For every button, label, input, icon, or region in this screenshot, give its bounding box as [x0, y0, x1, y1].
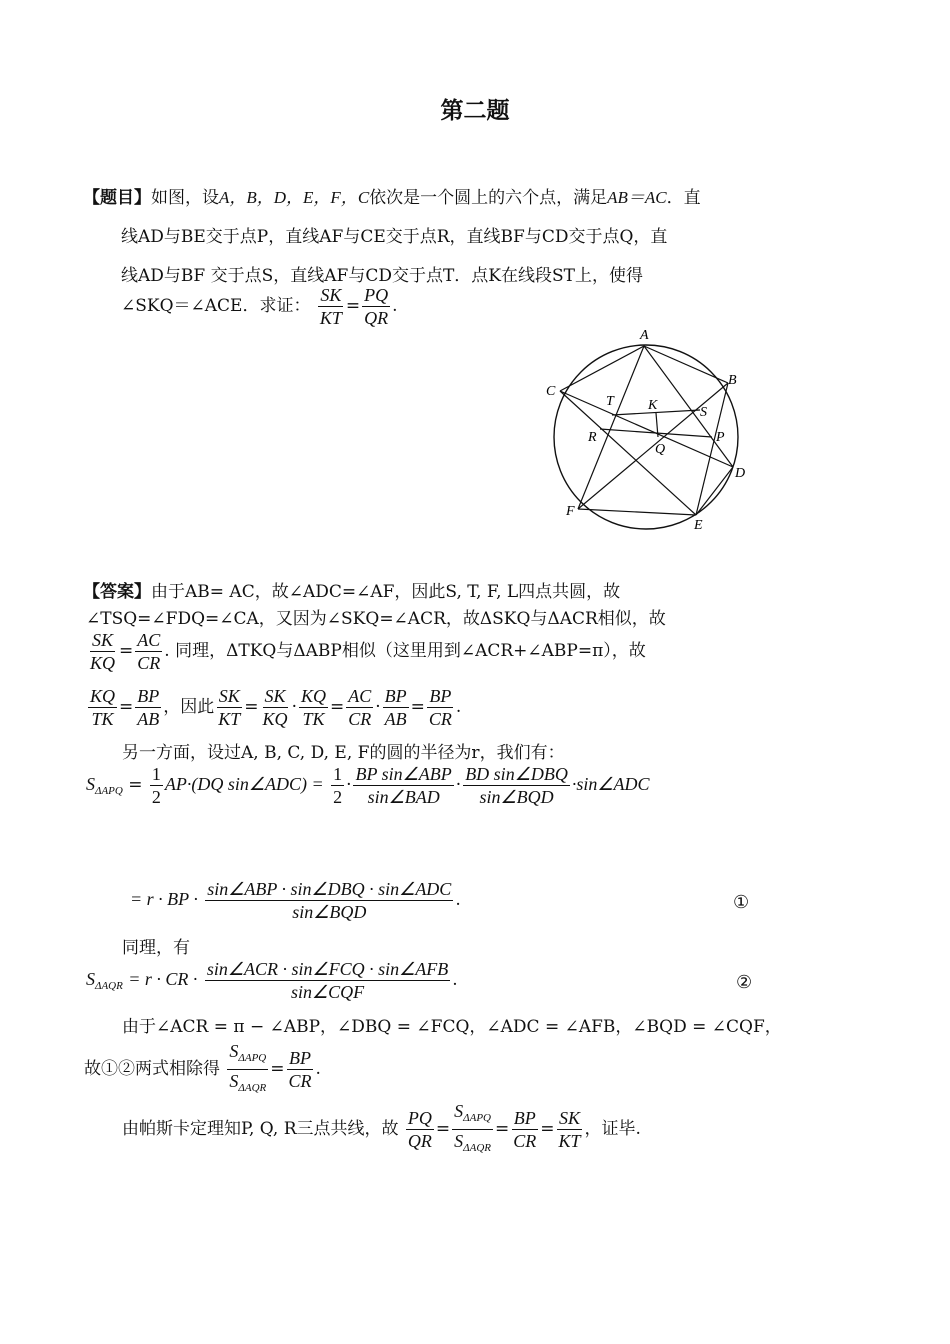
answer-area-apq-formula: $S_{\Delta APQ}$ = $\frac{1}{2}$ AP·(DQ sin∠ADC) = $\frac{1}{2}$ · $\frac{\text{BP sin∠ABP}}{\text{sin∠BAD}}$ · $\frac{\text{BD sin∠DBQ}}{\text{sin∠BQD}}$ ·sin∠ADC: [86, 764, 650, 807]
circled-2: ②: [736, 972, 753, 992]
answer-line-5: 另一方面，设过A, B, C, D, E, F的圆的半径为r，我们有：: [122, 743, 565, 763]
problem-line-4: ∠SKQ＝∠ACE．求证： $\frac{SK}{KT}$ = $\frac{PQ}{QR}$ .: [121, 285, 398, 328]
answer-line-4: $\frac{KQ}{TK}$ = $\frac{BP}{AB}$ ，因此 $\frac{SK}{KT}$ = $\frac{SK}{KQ}$ · $\frac{KQ}{TK}$ = $\frac{AC}{CR}$ · $\frac{BP}{AB}$ = $\frac{BP}{CR}$ .: [90, 686, 462, 729]
segment-AF: [578, 346, 644, 509]
answer-line-8: 同理，有: [122, 938, 190, 958]
fraction-sk-kt: $\frac{SK}{KT}$: [319, 285, 342, 328]
segment-AB: [644, 346, 728, 383]
geometry-figure: [540, 325, 760, 540]
page-title: 第二题: [440, 98, 510, 124]
answer-line-12: 由帕斯卡定理知P, Q, R三点共线，故 $\frac{PQ}{QR}$ = $\frac{S_{\Delta APQ}}{S_{\Delta AQR}}$ = $\frac{BP}{CR}$ = $\frac{SK}{KT}$ ，证毕.: [122, 1101, 641, 1154]
label-B: B: [728, 373, 737, 388]
segment-RP: [600, 429, 712, 437]
label-F: F: [566, 504, 575, 519]
problem-line-3: 线AD与BF 交于点S，直线AF与CD交于点T．点K在线段ST上，使得: [121, 266, 643, 286]
answer-equation-1: = r · BP · $\frac{\text{sin∠ABP · sin∠DBQ · sin∠ADC}}{\text{sin∠BQD}}$ .: [130, 879, 461, 922]
label-D: D: [735, 466, 746, 481]
answer-line-10: 由于∠ACR = π − ∠ABP，∠DBQ = ∠FCQ，∠ADC = ∠AFB，∠BQD = ∠CQF，: [122, 1017, 782, 1037]
label-K: K: [648, 398, 658, 413]
segment-AC: [560, 346, 644, 391]
label-A: A: [640, 328, 649, 343]
label-T: T: [606, 394, 614, 409]
label-P: P: [716, 430, 725, 445]
label-Q: Q: [655, 442, 666, 457]
label-E: E: [694, 518, 703, 533]
answer-line-2: ∠TSQ=∠FDQ=∠CA，又因为∠SKQ=∠ACR，故ΔSKQ与ΔACR相似，故: [86, 609, 666, 629]
circled-1: ①: [733, 892, 750, 912]
answer-line-1: 【答案】由于AB= AC，故∠ADC=∠AF，因此S, T, F, L四点共圆，故: [83, 582, 621, 602]
label-S: S: [700, 405, 707, 420]
answer-equation-2: $S_{\Delta AQR} = r$ · CR · $\frac{\text{sin∠ACR · sin∠FCQ · sin∠AFB}}{\text{sin∠CQF}}$ .: [86, 959, 458, 1002]
problem-line-1: 【题目】如图，设A，B，D，E，F，C依次是一个圆上的六个点，满足AB＝AC．直: [83, 188, 701, 208]
answer-line-3: $\frac{SK}{KQ}$ = $\frac{AC}{CR}$ . 同理，ΔTKQ与ΔABP相似（这里用到∠ACR+∠ABP=π），故: [90, 630, 646, 673]
segment-CE: [560, 391, 696, 515]
answer-line-11: 故①②两式相除得 $\frac{S_{\Delta APQ}}{S_{\Delta AQR}}$ = $\frac{BP}{CR}$ .: [84, 1041, 321, 1094]
label-C: C: [546, 384, 556, 399]
segment-CD: [560, 391, 733, 467]
problem-line-2: 线AD与BE交于点P，直线AF与CE交于点R，直线BF与CD交于点Q，直: [121, 227, 668, 247]
problem-tag: 【题目】: [83, 188, 151, 208]
fraction-pq-qr: $\frac{PQ}{QR}$: [364, 285, 389, 328]
answer-tag: 【答案】: [83, 582, 151, 602]
label-R: R: [588, 430, 597, 445]
